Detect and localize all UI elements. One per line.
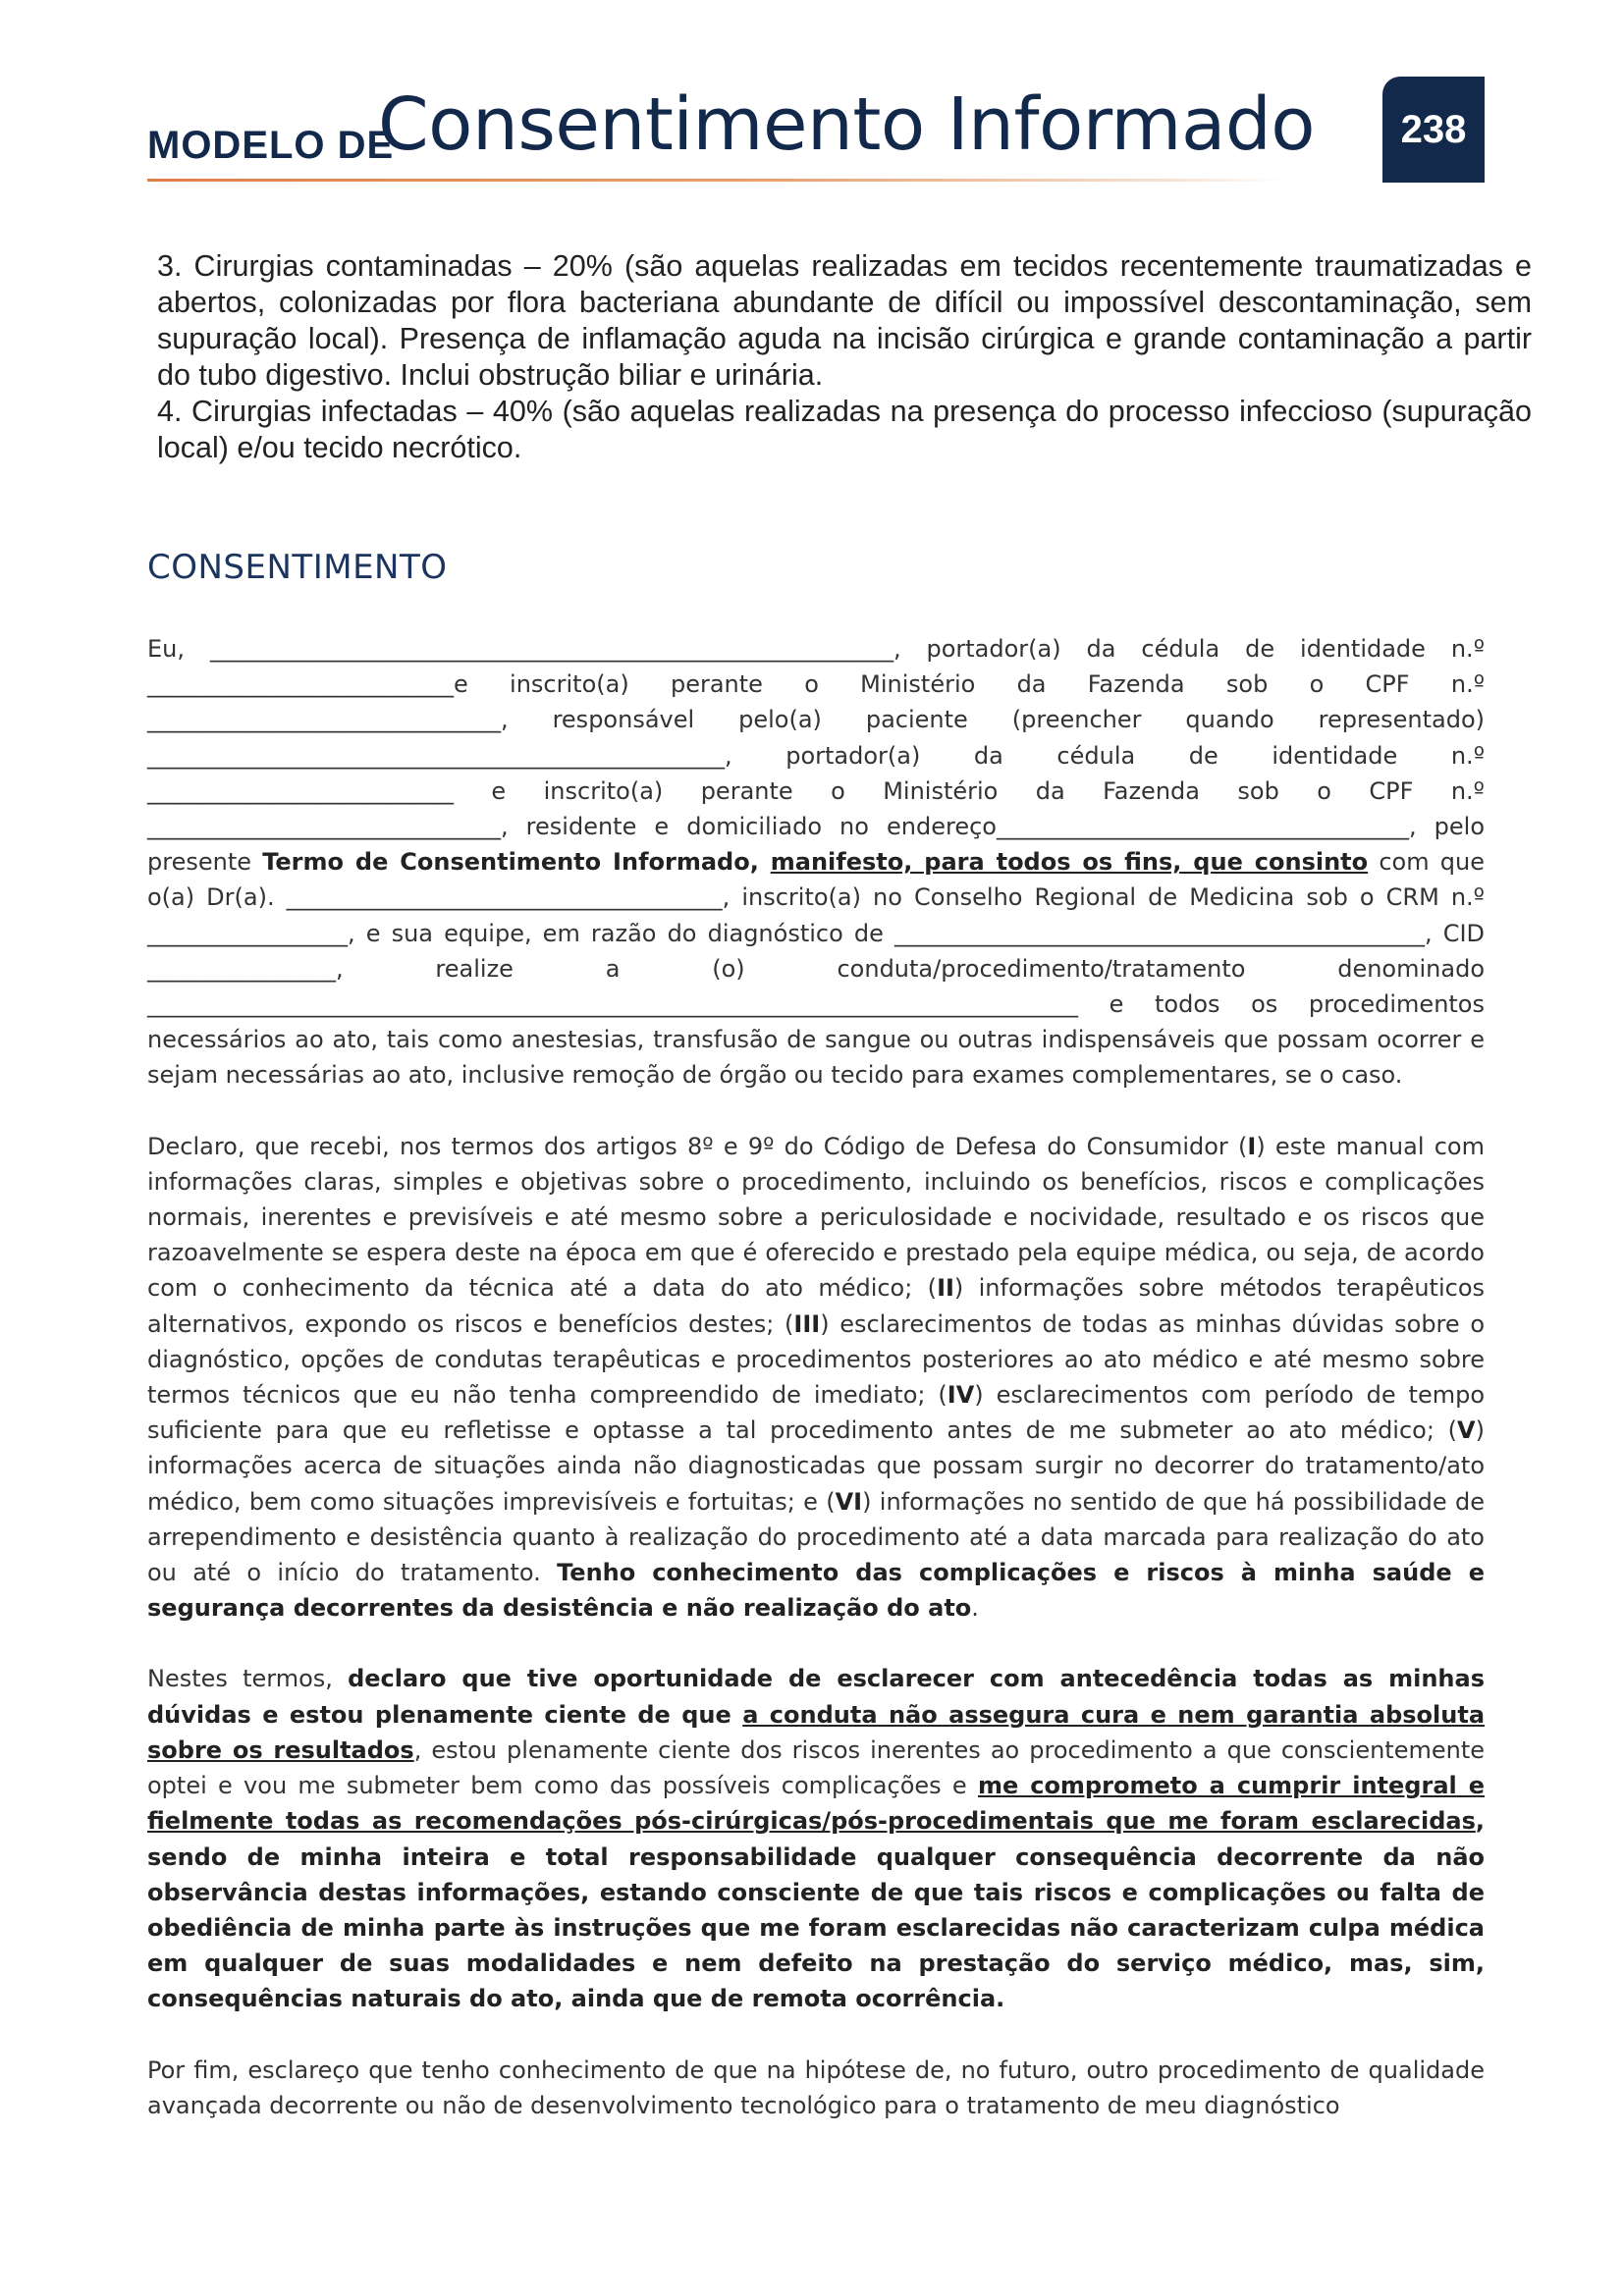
roman-numeral: II xyxy=(937,1274,954,1303)
text-span: , estou plenamente ciente dos riscos inerentes ao procedimento a que conscientemente optei e vou me submeter bem como das possíveis complicações e xyxy=(147,1735,1485,1800)
roman-numeral: I xyxy=(1247,1132,1257,1160)
roman-numeral: III xyxy=(793,1309,821,1338)
text-span: , realize a (o) conduta/procedimento/tratamento denominado xyxy=(336,954,1485,983)
text-span: , portador(a) da cédula de identidade n.º xyxy=(725,741,1485,770)
text-span: , portador(a) da cédula de identidade n.º xyxy=(893,635,1485,663)
text-span: Nestes termos, xyxy=(147,1665,349,1693)
text-span: ) informações no sentido de que há possibilidade de arrependimento e desistência quanto à realização do procedimento até a data marcada para realização do ato ou até o início do tratamento. xyxy=(147,1487,1486,1587)
section-title: CONSENTIMENTO xyxy=(147,548,448,587)
intro-section xyxy=(157,248,1532,466)
text-span: , e sua equipe, em razão do diagnóstico de xyxy=(348,919,894,947)
page-header xyxy=(147,69,1485,187)
text-span: , residente e domiciliado no endereço xyxy=(501,813,997,841)
bold-underline-span: a conduta não assegura cura e nem garantia absoluta sobre os resultados xyxy=(147,1700,1486,1764)
bold-underline-span: me comprometo a cumprir integral e fielmente todas as recomendações pós-cirúrgicas/pós-procedimentais que me foram esclarecidas xyxy=(147,1772,1486,1836)
consent-paragraph-declaration xyxy=(147,1129,1485,1627)
consent-paragraph-final xyxy=(147,2053,1485,2123)
blank-field-id-number: __________________________ xyxy=(147,670,454,699)
roman-numeral: V xyxy=(1457,1416,1476,1445)
header-title: Consentimento Informado xyxy=(378,82,1316,167)
text-span: ) informações acerca de situações ainda não diagnosticadas que possam surgir no decorrer do tratamento/ato médico, bem como situações imprevisíveis e fortuitas; e ( xyxy=(147,1416,1485,1516)
text-span: , CID xyxy=(1424,919,1486,947)
text-span: Eu, xyxy=(147,635,210,663)
blank-field-patient-cpf: ______________________________ xyxy=(147,813,501,841)
text-span: . xyxy=(971,1594,979,1623)
blank-field-address: ___________________________________ xyxy=(996,813,1409,841)
roman-numeral: IV xyxy=(947,1381,975,1410)
header-prefix: MODELO DE xyxy=(147,124,395,167)
consent-paragraph-identification xyxy=(147,631,1485,1094)
consent-paragraph-terms xyxy=(147,1661,1485,2016)
text-span: ) este manual com informações claras, simples e objetivas sobre o procedimento, incluindo os benefícios, riscos e complicações normais, inerentes e previsíveis e até mesmo sobre a periculosidade e nocividade, resultado e os riscos que razoavelmente se espera deste na época em que é oferecido e prestado pela equipe médica, ou seja, de acordo com o conhecimento da técnica até a data do ato médico; ( xyxy=(147,1132,1485,1303)
roman-numeral: VI xyxy=(835,1487,863,1516)
text-span: ) esclarecimentos com período de tempo suficiente para que eu refletisse e optasse a tal procedimento antes de me submeter ao ato médico; ( xyxy=(147,1381,1486,1445)
text-span: ) esclarecimentos de todas as minhas dúvidas sobre o diagnóstico, opções de condutas terapêuticas e procedimentos posteriores ao ato médico e até mesmo sobre termos técnicos que eu não tenha compreendido de imediato; ( xyxy=(147,1309,1485,1410)
text-span: e inscrito(a) perante o Ministério da Fazenda sob o CPF n.º xyxy=(454,670,1485,699)
text-span: , pelo presente xyxy=(147,813,1485,877)
blank-field-patient-id: __________________________ xyxy=(147,776,454,805)
bold-span: , sendo de minha inteira e total responsabilidade qualquer consequência decorrente da não observância destas informações, estando consciente de que tais riscos e complicações ou falta de obediência de minha parte às instruções que me foram esclarecidas não caracterizam culpa médica em qualquer de suas modalidades e nem defeito na prestação do serviço médico, mas, sim, consequências naturais do ato, ainda que de remota ocorrência. xyxy=(147,1807,1485,2013)
text-span: e todos os procedimentos necessários ao ato, tais como anestesias, transfusão de sangue ou outras indispensáveis que possam ocorrer e sejam necessárias ao ato, inclusive remoção de órgão ou tecido para exames complementares, se o caso. xyxy=(147,990,1485,1090)
intro-item-3: 3. Cirurgias contaminadas – 20% (são aquelas realizadas em tecidos recentemente traumatizadas e abertos, colonizadas por flora bacteriana abundante de difícil ou impossível descontaminação, sem supuração local). Presença de inflamação aguda na incisão cirúrgica e grande contaminação a partir do tubo digestivo. Inclui obstrução biliar e urinária. xyxy=(157,249,1532,392)
blank-field-procedure: _______________________________________________________________________________ xyxy=(147,990,1078,1019)
bold-span: declaro que tive oportunidade de esclarecer com antecedência todas as minhas dúvidas e estou plenamente ciente de que xyxy=(147,1665,1485,1729)
text-span: e inscrito(a) perante o Ministério da Fazenda sob o CPF n.º xyxy=(454,776,1485,805)
blank-field-crm: _________________ xyxy=(147,919,348,947)
consent-body xyxy=(147,631,1485,2123)
intro-item-4: 4. Cirurgias infectadas – 40% (são aquelas realizadas na presença do processo infeccioso (supuração local) e/ou tecido necrótico. xyxy=(157,395,1532,464)
text-span: Por fim, esclareço que tenho conhecimento de que na hipótese de, no futuro, outro procedimento de qualidade avançada decorrente ou não de desenvolvimento tecnológico para o tratamento de meu diagnóstico xyxy=(147,2056,1485,2119)
blank-field-cid: ________________ xyxy=(147,954,336,983)
text-span: , responsável pelo(a) paciente (preencher quando representado) xyxy=(501,706,1485,734)
text-span: Declaro, que recebi, nos termos dos artigos 8º e 9º do Código de Defesa do Consumidor ( xyxy=(147,1132,1248,1160)
blank-field-name: __________________________________________________________ xyxy=(209,635,893,663)
page-number-badge: 238 xyxy=(1382,77,1485,183)
bold-span: Tenho conhecimento das complicações e riscos à minha saúde e segurança decorrentes da desistência e não realização do ato xyxy=(147,1559,1485,1623)
blank-field-doctor: _____________________________________ xyxy=(286,883,723,912)
text-span: ) informações sobre métodos terapêuticos alternativos, expondo os riscos e benefícios destes; ( xyxy=(147,1274,1486,1338)
blank-field-cpf: ______________________________ xyxy=(147,706,501,734)
text-span: , inscrito(a) no Conselho Regional de Medicina sob o CRM n.º xyxy=(722,883,1485,912)
blank-field-patient-name: _________________________________________________ xyxy=(147,741,725,770)
blank-field-diagnosis: _____________________________________________ xyxy=(893,919,1425,947)
text-span: com que o(a) Dr(a). xyxy=(147,848,1485,912)
bold-span: Termo de Consentimento Informado, xyxy=(262,848,771,877)
bold-underline-span: manifesto, para todos os fins, que consinto xyxy=(770,848,1369,877)
header-divider xyxy=(147,179,1286,182)
